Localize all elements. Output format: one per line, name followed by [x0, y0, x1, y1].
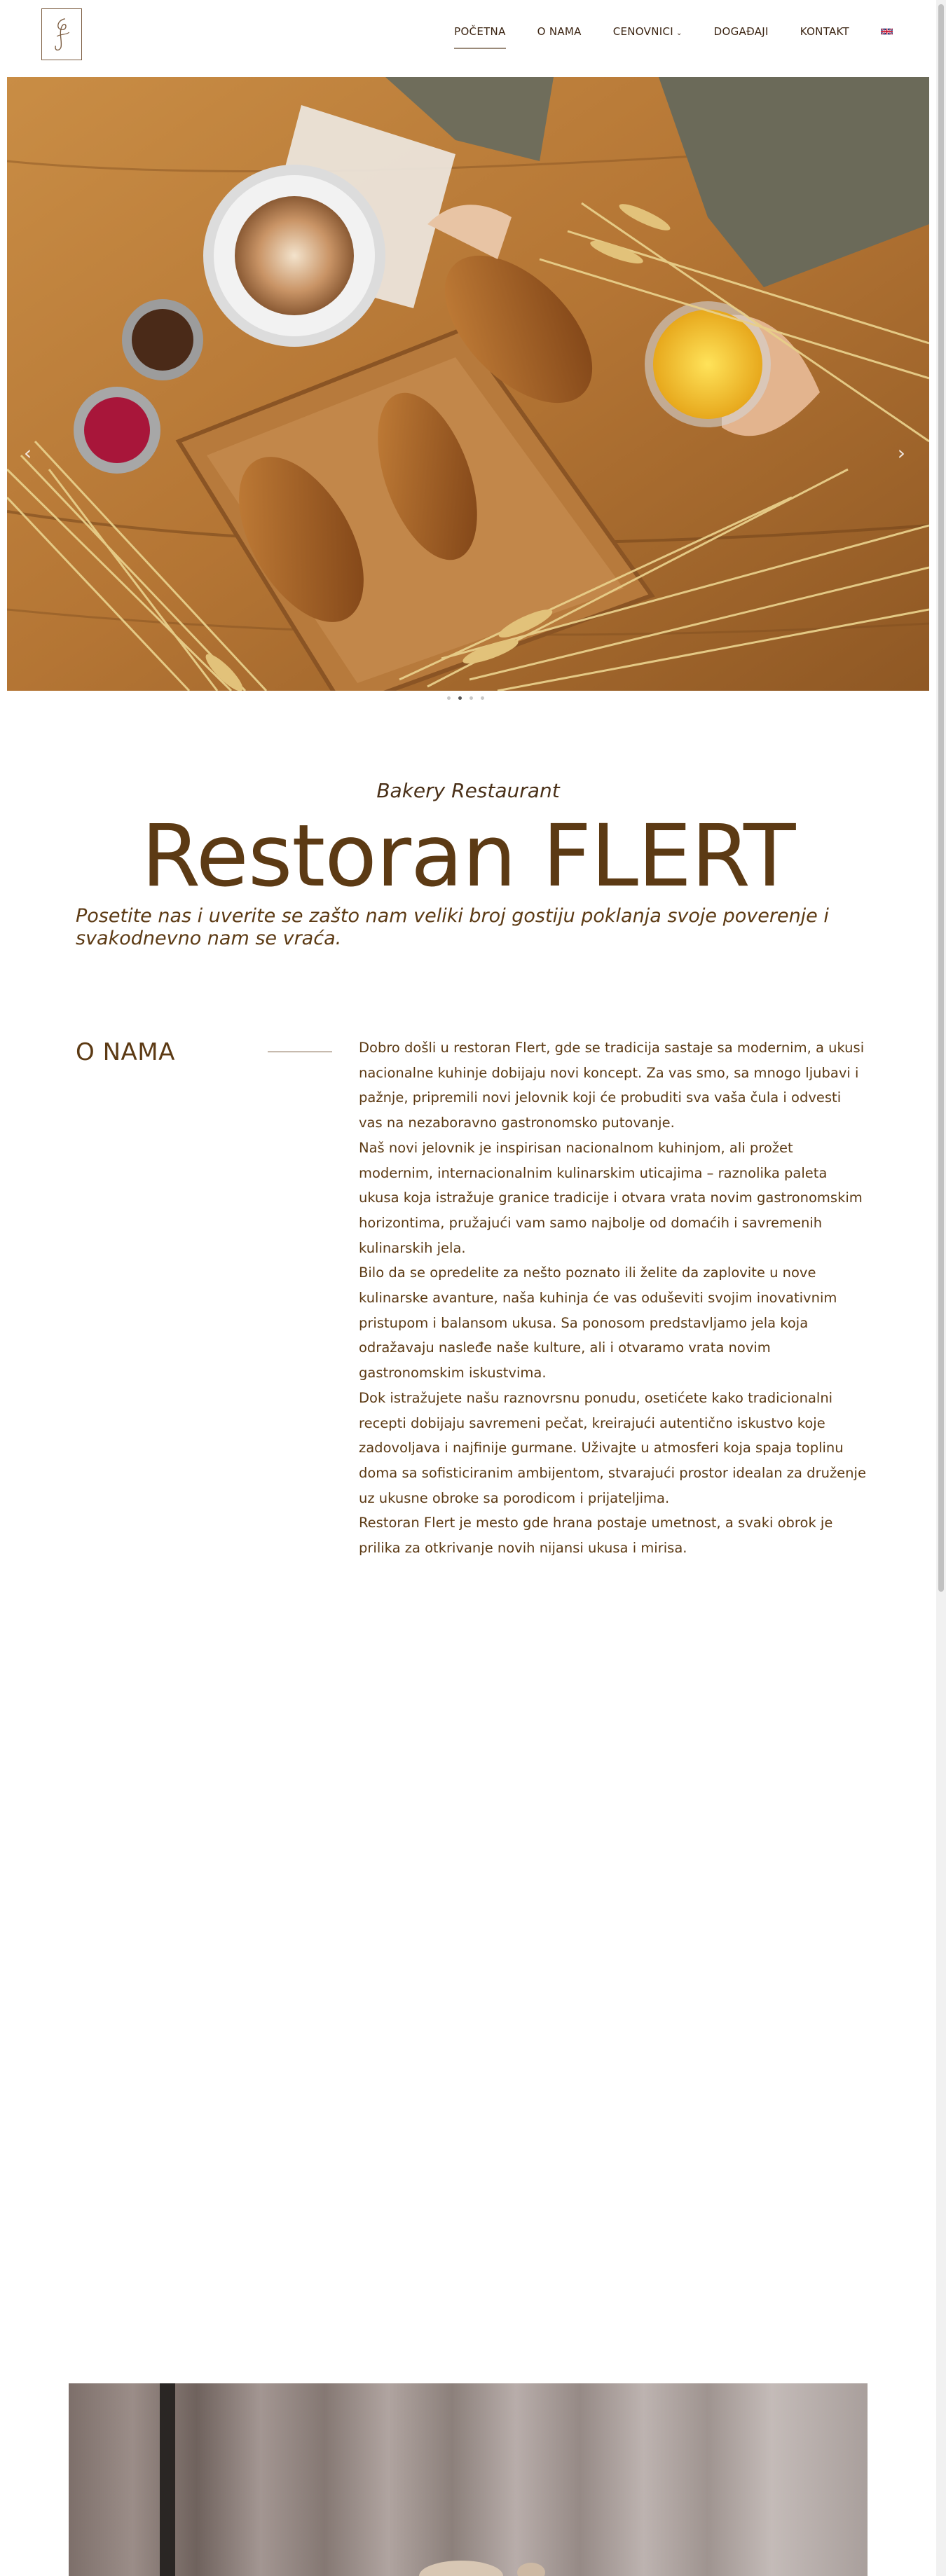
hero-slider[interactable] [7, 77, 929, 691]
nav-item-kontakt[interactable]: KONTAKT [800, 25, 849, 38]
slider-dot-4[interactable] [481, 696, 484, 700]
slider-next-arrow[interactable]: › [897, 441, 905, 464]
scrollbar-thumb[interactable] [938, 4, 944, 1592]
nav-item-cenovnici-label: CENOVNICI [612, 25, 673, 38]
nav-item-cenovnici[interactable] [613, 25, 683, 57]
interior-image [69, 2383, 868, 2576]
chevron-down-icon: ⌄ [676, 29, 683, 37]
nav-item-dogadjaji[interactable]: DOGAĐAJI [713, 25, 769, 38]
about-paragraph: Naš novi jelovnik je inspirisan nacionalnom kuhinjom, ali prožet modernim, internacionalnim kulinarskim uticajima – raznolika paleta ukusa koja istražuje granice tradicije i otvara vrata novim gastronomskim horizontima, pružajući vam samo najbolje od domaćih i savremenih kulinarskih jela. [359, 1139, 863, 1256]
site-logo[interactable] [41, 8, 82, 60]
slider-dot-3[interactable] [469, 696, 473, 700]
about-heading: O NAMA [76, 1038, 175, 1066]
nav-item-pocetna[interactable]: POČETNA [454, 25, 506, 57]
uk-flag-icon[interactable] [881, 28, 893, 35]
about-text [359, 1035, 868, 1561]
slider-dot-2[interactable] [458, 696, 462, 700]
slider-prev-arrow[interactable]: ‹ [24, 441, 32, 464]
about-paragraph: Dok istražujete našu raznovrsnu ponudu, osetićete kako tradicionalni recepti dobijaju savremeni pečat, kreirajući autentično iskustvo koje zadovoljava i najfinije gurmane. Uživajte u atmosferi koja spaja toplinu doma sa sofisticiranim ambijentom, stvarajući prostor idealan za druženje uz ukusne obroke sa porodicom i prijateljima. [359, 1389, 866, 1506]
intro-subtitle: Bakery Restaurant [376, 779, 560, 802]
page-scrollbar[interactable] [936, 0, 946, 2576]
about-paragraph: Bilo da se opredelite za nešto poznato ili želite da zaplovite u nove kulinarske avanture, naša kuhinja će vas oduševiti svojim inovativnim pristupom i balansom ukusa. Sa ponosom predstavljamo jela koja odražavaju nasleđe naše kulture, ali i otvaramo vrata novim gastronomskim iskustvima. [359, 1265, 837, 1382]
about-paragraph: Dobro došli u restoran Flert, gde se tradicija sastaje sa modernim, a ukusi nacionalne kuhinje dobijaju novi koncept. Za vas smo, sa mnogo ljubavi i pažnje, pripremili novi jelovnik koji će probuditi sva vaša čula i odvesti vas na nezaboravno gastronomsko putovanje. [359, 1040, 865, 1131]
slider-dots [447, 696, 484, 700]
about-paragraph: Restoran Flert je mesto gde hrana postaje umetnost, a svaki obrok je prilika za otkrivanje novih nijansi ukusa i mirisa. [359, 1515, 833, 1557]
intro-tagline: Posetite nas i uverite se zašto nam veliki broj gostiju poklanja svoje poverenje i svakodnevno nam se vraća. [76, 905, 829, 949]
hero-image [7, 77, 929, 691]
main-nav [423, 25, 893, 57]
page-title: Restoran FLERT [141, 806, 795, 906]
site-header [0, 0, 936, 76]
slider-dot-1[interactable] [447, 696, 451, 700]
nav-item-o-nama[interactable]: O NAMA [537, 25, 582, 38]
